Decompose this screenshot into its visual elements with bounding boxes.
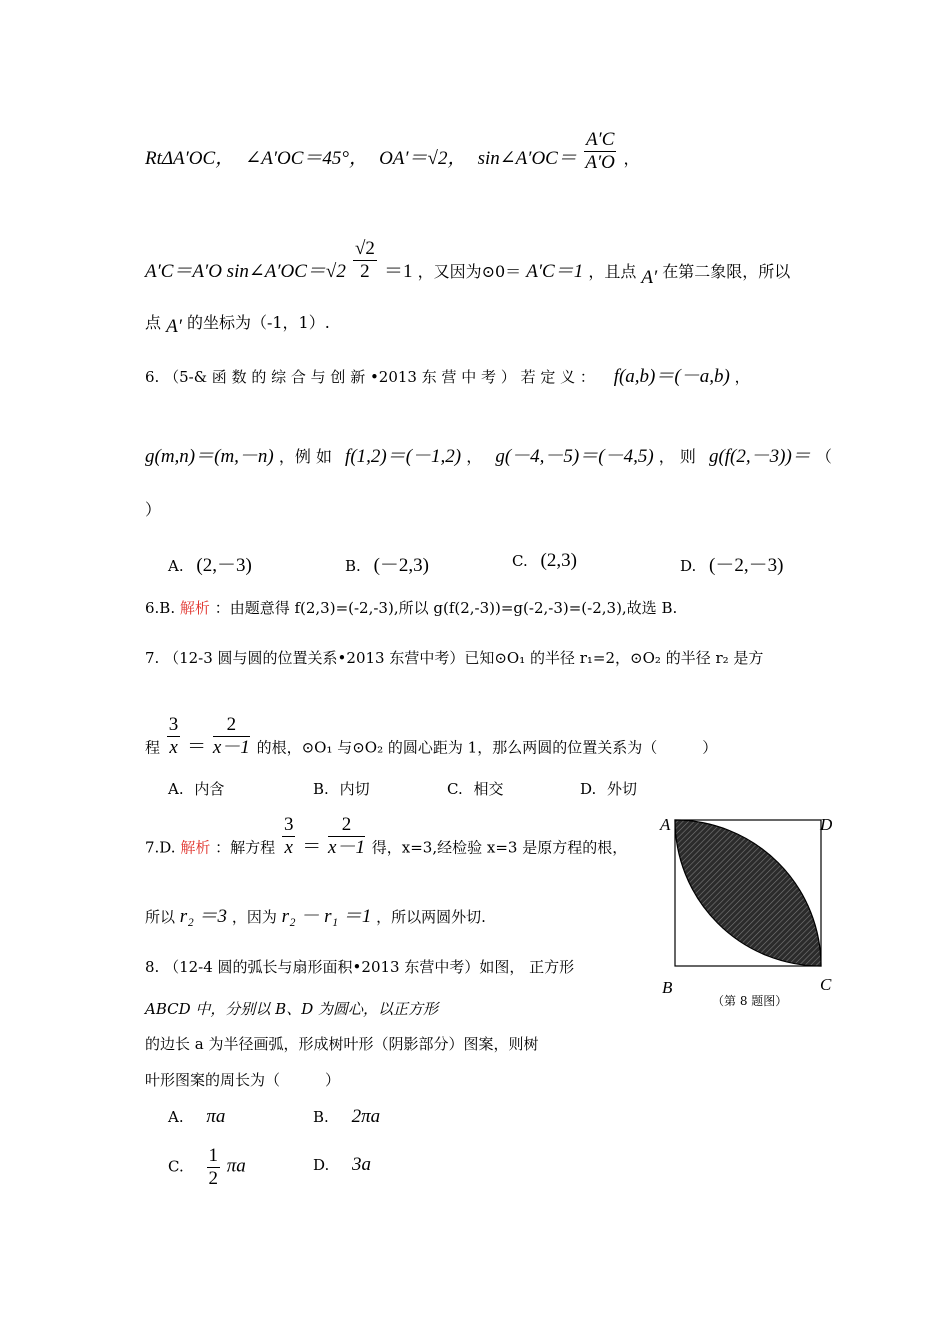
formula-r2: r₂ ＝3 (179, 906, 228, 927)
option-value: 内含 (194, 780, 225, 798)
fraction-numerator: 2 (213, 714, 250, 737)
fraction-2-x-minus-1 (328, 814, 365, 859)
text-circle: ，又因为⊙0＝ (417, 262, 522, 281)
q7-option-d (580, 778, 637, 799)
answer-prefix: 6.B. (145, 599, 176, 617)
option-value: πa (226, 1155, 246, 1177)
q6-option-d (680, 550, 783, 577)
q8-line-3 (145, 1034, 538, 1054)
formula-equals-one: ＝1 (383, 261, 413, 282)
text-point: ，且点 (588, 262, 637, 281)
fraction-numerator: 2 (328, 814, 365, 837)
answer-keyword: 解析 (179, 599, 210, 617)
answer-keyword: 解析 (180, 838, 211, 857)
fraction-one-half (207, 1145, 221, 1190)
answer-text: ：解方程 (215, 838, 276, 857)
option-label: B. (345, 557, 361, 575)
punctuation: ， (466, 447, 483, 466)
q7-stem: 7. （12-3 圆与圆的位置关系•2013 东营中考）已知⊙O₁ 的半径 r₁=2，⊙O₂ 的半径 r₂ 是方 (145, 649, 764, 667)
paren-open: （ (815, 447, 832, 466)
fraction-denominator: 2 (360, 261, 370, 282)
fraction-numerator: 3 (283, 814, 294, 835)
punctuation: ， (623, 149, 640, 168)
equals-sign: ＝ (302, 836, 322, 858)
text-coordinates: 的坐标为（-1，1）. (186, 313, 330, 332)
fraction-2-x-minus-1 (213, 714, 250, 759)
formula-angle: ∠A′OC＝45°， (245, 148, 368, 169)
text-equation: 程 (145, 738, 161, 757)
q8-line-2 (145, 999, 438, 1019)
vertex-label-d: D (820, 815, 833, 834)
q7-option-a (168, 778, 224, 799)
q7-option-c (447, 778, 504, 799)
option-value: 相交 (473, 780, 504, 798)
leaf-figure (660, 810, 840, 985)
formula-g-example: g(－4,－5)＝(－4,5) (495, 446, 654, 467)
q8-stem: 8. （12-4 圆的弧长与扇形面积•2013 东营中考）如图， 正方形 (145, 958, 575, 976)
q8-line-1 (145, 957, 574, 977)
paren-close: ） (145, 500, 162, 519)
formula-oa: OA′＝√2， (379, 148, 467, 169)
option-value: 2πa (351, 1106, 381, 1127)
q8-option-b (313, 1106, 380, 1128)
fraction-denominator: x－1 (328, 837, 365, 858)
formula-question: g(f(2,－3))＝ (708, 446, 811, 467)
option-label: C. (168, 1157, 184, 1176)
answer-text: ，所以两圆外切. (376, 908, 486, 926)
solution-line-3 (145, 313, 330, 337)
point-a-prime: A′ (641, 267, 658, 288)
q6-line-2 (145, 447, 832, 467)
answer-text: ：由题意得 f(2,3)=(-2,-3),所以 g(f(2,-3))=g(-2,-3)=(-2,3),故选 B. (214, 599, 678, 617)
vertex-label-a: A (660, 815, 671, 834)
option-label: B. (313, 1108, 329, 1126)
q7-answer-line-2 (145, 907, 486, 927)
fraction-numerator: A′C (585, 129, 615, 150)
q7-line-2 (145, 714, 718, 771)
fraction-sqrt2-2 (353, 238, 377, 283)
option-label: A. (168, 780, 184, 798)
text-point: 点 (145, 313, 162, 332)
fraction-denominator: x (284, 837, 293, 858)
q6-option-c (512, 550, 577, 572)
q6-stem: 6. （5-& 函 数 的 综 合 与 创 新 •2013 东 营 中 考 ） 若 定 义 ： (145, 368, 595, 386)
q6-option-b (345, 550, 429, 577)
answer-text: ，因为 (231, 908, 277, 926)
option-value: (2,－3) (196, 555, 252, 576)
fraction-denominator: x－1 (212, 737, 250, 758)
text-then: ， 则 (658, 447, 696, 466)
q8-stem: 的边长 a 为半径画弧，形成树叶形（阴影部分）图案，则树 (145, 1035, 539, 1053)
text-example: ，例 如 (278, 447, 332, 466)
option-value: (－2,－3) (709, 555, 784, 576)
figure-caption: （第 8 题图） (712, 994, 788, 1008)
punctuation: ， (734, 368, 750, 386)
q6-line-1 (145, 367, 750, 387)
formula-rt-triangle: RtΔA′OC， (145, 148, 235, 169)
option-label: B. (313, 780, 329, 798)
formula-sin: sin∠A′OC＝ (477, 148, 577, 169)
equals-sign: ＝ (187, 736, 207, 758)
q7-option-b (313, 778, 370, 799)
formula-f-definition: f(a,b)＝(－a,b) (613, 366, 730, 387)
fraction-3-x (282, 814, 296, 859)
vertex-label-c: C (820, 975, 832, 994)
q8-stem: 叶形图案的周长为（ ） (145, 1071, 341, 1089)
fraction-denominator: 2 (208, 1168, 218, 1189)
option-label: A. (168, 557, 184, 575)
answer-text: 得，x=3,经检验 x=3 是原方程的根， (371, 838, 628, 857)
option-value: πa (206, 1106, 226, 1127)
fraction-numerator: √2 (354, 238, 375, 259)
formula-r2-minus-r1: r₂ － r₁ ＝1 (281, 906, 372, 927)
text-quadrant: 在第二象限，所以 (662, 262, 791, 281)
vertex-label-b: B (662, 978, 673, 997)
solution-line-1 (145, 129, 640, 182)
formula-f-example: f(1,2)＝(－1,2) (345, 446, 462, 467)
option-label: D. (680, 557, 697, 575)
answer-prefix: 7.D. (145, 838, 176, 857)
option-value: 内切 (339, 780, 370, 798)
option-label: D. (313, 1156, 330, 1174)
fraction-denominator: x (169, 737, 178, 758)
option-label: C. (447, 780, 463, 798)
q6-line-3 (145, 500, 161, 520)
fraction-denominator: A′O (585, 152, 615, 173)
fraction-numerator: 3 (168, 714, 179, 735)
q7-stem-continued: 的根，⊙O₁ 与⊙O₂ 的圆心距为 1，那么两圆的位置关系为（ ） (256, 738, 718, 757)
option-value: (2,3) (540, 550, 577, 571)
q8-option-d (313, 1154, 371, 1176)
option-value: (－2,3) (373, 555, 429, 576)
point-a-prime: A′ (166, 316, 182, 337)
formula-g-definition: g(m,n)＝(m,－n) (145, 446, 274, 467)
formula-ac: A′C＝A′O sin∠A′OC＝√2 (145, 261, 346, 282)
formula-ac-one: A′C＝1 (526, 261, 584, 282)
q8-stem: ABCD 中，分别以 B、D 为圆心，以正方形 (145, 1000, 438, 1018)
option-label: D. (580, 780, 597, 798)
fraction-3-x (167, 714, 181, 759)
answer-text: 所以 (145, 908, 176, 926)
option-label: C. (512, 552, 528, 570)
q8-option-a (168, 1106, 225, 1128)
q6-option-a (168, 550, 252, 577)
q7-line-1 (145, 648, 763, 668)
option-value: 3a (352, 1154, 372, 1175)
option-label: A. (168, 1108, 184, 1126)
fraction-ac-ao (584, 129, 616, 174)
q8-line-4 (145, 1070, 340, 1090)
q8-option-c (168, 1145, 246, 1190)
solution-line-2 (145, 238, 791, 295)
q6-answer (145, 598, 677, 618)
option-value: 外切 (607, 780, 638, 798)
fraction-numerator: 1 (208, 1145, 218, 1166)
q7-answer (145, 814, 628, 871)
